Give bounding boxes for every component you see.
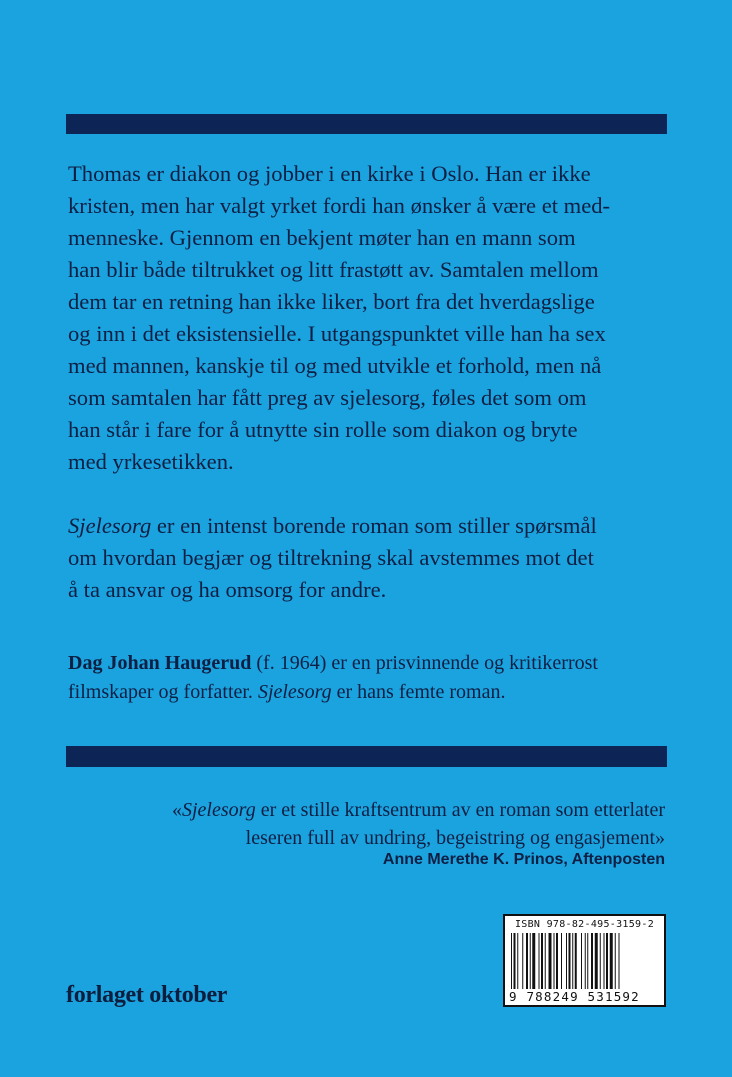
blurb-line: han står i fare for å utnytte sin rolle som diakon og bryte xyxy=(68,417,578,442)
quote-line: leseren full av undring, begeistring og engasjement» xyxy=(245,827,665,849)
blurb-text xyxy=(68,158,668,606)
barcode xyxy=(503,914,666,1007)
quote-source: Anne Merethe K. Prinos, Aftenposten xyxy=(382,851,665,868)
blurb-paragraph-1 xyxy=(68,158,668,478)
blurb-line: som samtalen har fått preg av sjelesorg, føles det som om xyxy=(68,385,587,410)
blurb-line: kristen, men har valgt yrket fordi han ønsker å være et med- xyxy=(68,193,611,218)
review-quote xyxy=(105,796,665,852)
blurb-line: om hvordan begjær og tiltrekning skal avstemmes mot det xyxy=(68,545,594,570)
isbn-number: ISBN 978-82-495-3159-2 xyxy=(514,919,655,930)
ean-number: 9 788249 531592 xyxy=(509,989,640,1004)
blurb-paragraph-2 xyxy=(68,510,668,606)
blurb-line: Thomas er diakon og jobber i en kirke i Oslo. Han er ikke xyxy=(68,161,591,186)
blurb-line: menneske. Gjennom en bekjent møter han en mann som xyxy=(68,225,576,250)
author-bio xyxy=(68,649,668,707)
book-title: Sjelesorg xyxy=(68,513,152,538)
top-rule xyxy=(66,114,667,134)
barcode-bars xyxy=(511,933,658,989)
blurb-line: å ta ansvar og ha omsorg for andre. xyxy=(68,577,387,602)
blurb-line: han blir både tiltrukket og litt frastøtt av. Samtalen mellom xyxy=(68,257,599,282)
bio-line: Dag Johan Haugerud (f. 1964) er en prisvinnende og kritikerrost xyxy=(68,652,598,674)
blurb-line: med yrkesetikken. xyxy=(68,449,234,474)
author-name: Dag Johan Haugerud xyxy=(68,652,252,674)
bio-line: filmskaper og forfatter. Sjelesorg er hans femte roman. xyxy=(68,681,506,703)
book-title: Sjelesorg xyxy=(257,681,332,703)
blurb-line: med mannen, kanskje til og med utvikle et forhold, men nå xyxy=(68,353,602,378)
blurb-line: Sjelesorg er en intenst borende roman som stiller spørsmål xyxy=(68,513,597,538)
blurb-line: og inn i det eksistensielle. I utgangspunktet ville han ha sex xyxy=(68,321,606,346)
blurb-line: dem tar en retning han ikke liker, bort fra det hverdagslige xyxy=(68,289,595,314)
book-title: Sjelesorg xyxy=(182,799,256,821)
quote-line: «Sjelesorg er et stille kraftsentrum av en roman som etterlater xyxy=(172,799,665,821)
publisher-logo: forlaget oktober xyxy=(66,982,228,1008)
middle-rule xyxy=(66,746,667,767)
